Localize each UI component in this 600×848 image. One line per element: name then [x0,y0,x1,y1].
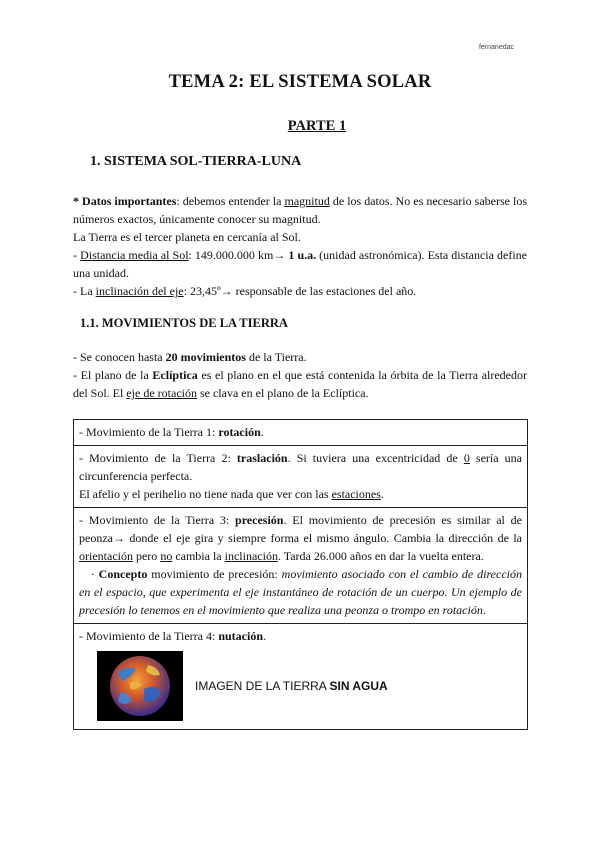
datos-importantes-block [73,192,527,300]
text-run: . Si tuviera una excentricidad de [287,451,464,465]
bold-term: Eclíptica [152,368,198,382]
text-run: de los datos. No es necesario saberse los números exactos, únicamente conocer su magnitud. [73,194,527,226]
text-run: es el plano en el que está contenida la órbita de la Tierra alrededor del Sol. El [73,368,527,400]
bold-term: traslación [236,451,288,465]
text-run: . [260,425,264,439]
underlined-term: magnitud [284,194,330,208]
movement-2-cell [74,446,527,508]
concepto-precesion [79,565,522,619]
movement-3-text [79,511,522,565]
header-tag: fernanedac [478,44,514,51]
underlined-term: 0 [463,451,470,465]
bold-term: 20 movimientos [165,350,246,364]
ecliptica-line [73,366,527,402]
text-run: - Movimiento de la Tierra 3: [79,513,236,527]
document-title: TEMA 2: EL SISTEMA SOLAR [168,72,432,92]
movement-4-cell [74,624,527,729]
earth-image-caption [195,677,388,695]
afelio-line [79,485,522,503]
text-run: - Movimiento de la Tierra 4: [79,629,219,643]
text-run: : debemos entender la [176,194,285,208]
underlined-term: Distancia media al Sol [80,248,189,262]
text-run: . [380,487,384,501]
underlined-term: orientación [79,549,133,563]
movement-4-text [79,627,522,645]
italic-definition: movimiento asociado con el cambio de dirección en el espacio, que experimenta el eje instantáneo de rotación de un cuerpo. Un ejemplo de precesión lo tenemos en el movimiento que realiza una peonza o trompo en rotación [79,567,522,617]
text-run: . Tarda 26.000 años en dar la vuelta entera. [277,549,484,563]
underlined-term: inclinación [224,549,278,563]
movement-3-cell [74,508,527,624]
text-run: · [79,567,99,581]
bold-term: precesión [235,513,284,527]
movimientos-block [73,348,527,402]
text-run: - La [73,284,96,298]
text-run: : 149.000.000 km→ [188,248,289,262]
underlined-term: estaciones [331,487,381,501]
tierra-line: La Tierra es el tercer planeta en cercanía al Sol. [73,230,301,244]
text-run: IMAGEN DE LA TIERRA [195,679,330,693]
movements-table [73,419,528,730]
inclinacion-line [73,282,527,300]
text-run: El afelio y el perihelio no tiene nada que ver con las [79,487,332,501]
text-run: cambia la [172,549,225,563]
text-run: . [263,629,267,643]
text-run: sería una circunferencia perfecta. [79,451,522,483]
movimientos-count-line [73,348,527,366]
bold-term: nutación [218,629,264,643]
earth-image-row [97,651,522,721]
text-run: se clava en el plano de la Eclíptica. [196,386,369,400]
text-run: - [73,248,81,262]
datos-paragraph [73,192,527,228]
earth-image [97,651,183,721]
text-run: - Movimiento de la Tierra 2: [79,451,237,465]
datos-lead: * Datos importantes [73,194,177,208]
text-run: : 23,45º→ responsable de las estaciones del año. [183,284,417,298]
underlined-term: eje de rotación [126,386,197,400]
section-heading-1-1: 1.1. MOVIMIENTOS DE LA TIERRA [80,316,288,330]
text-run: movimiento de precesión: [147,567,282,581]
text-run: (unidad astronómica). Esta distancia define una unidad. [73,248,527,280]
bold-term: SIN AGUA [329,679,388,693]
text-run: pero [132,549,161,563]
section-heading-1: 1. SISTEMA SOL-TIERRA-LUNA [90,154,302,169]
bold-term: 1 u.a. [288,248,317,262]
text-run: . [482,603,486,617]
text-run: - El plano de la [73,368,153,382]
distancia-line [73,246,527,282]
text-run: . El movimiento de precesión es similar al de peonza→ donde el eje gira y siempre forma el mismo ángulo. Cambia la dirección de la [79,513,522,545]
movement-2-text [79,449,522,485]
underlined-term: inclinación del eje [95,284,184,298]
earth-globe-icon [100,653,180,719]
text-run: - Movimiento de la Tierra 1: [79,425,219,439]
bold-term: Concepto [98,567,148,581]
text-run: de la Tierra. [245,350,307,364]
bold-term: rotación [218,425,261,439]
movement-1-cell [74,420,527,446]
underlined-term: no [160,549,173,563]
text-run: - Se conocen hasta [73,350,166,364]
part-heading: PARTE 1 [287,118,347,134]
